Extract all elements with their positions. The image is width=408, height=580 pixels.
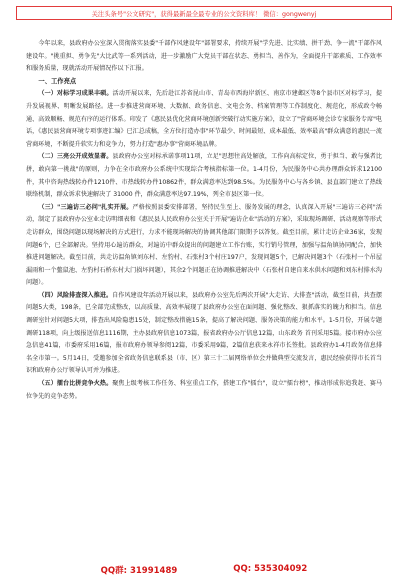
subheading-benchmark-learning: （一）对标学习成果丰硕。 <box>38 90 113 98</box>
header-banner: 关注头条号"公文研究"，获得最新最全最专业的公文资料库！ 微信：gongwenyj <box>16 6 392 20</box>
subheading-visits: （三）"三遍访三必问"扎实开展。 <box>38 203 133 211</box>
section-heading-highlights: 一、工作亮点 <box>38 77 77 85</box>
paragraph-competition <box>26 378 382 403</box>
paragraph-three-disclosures <box>26 151 382 201</box>
body-three-disclosures: 县政府办公室对标承诺事项11项，立足"思想往高处解放，工作向高标定位，勇于担当、敢与强者比拼，敢向第一挑战"的原则，力争在全市政府办公系统中实现综合考核指标第一位。1-4月份，为民服务中心共办理群众诉求12100件，其中咨询热线转办件1210件、市热线转办件10862件，群众满意率达到98.5%。为民服务中心与各乡镇、县直部门建立了热线联络机制，群众诉求快速解决了 31000 件，群众满意率达97.19%，列全市县区第一位。 <box>26 153 382 199</box>
document-body <box>26 38 382 403</box>
paragraph-benchmark-learning <box>26 88 382 151</box>
paragraph-visits <box>26 202 382 290</box>
paragraph-risk-check <box>26 290 382 378</box>
intro-paragraph: 今年以来，县政府办公室深入贯彻落实县委"千部作风建设年"部署要求，持续开展"学先进、比实绩、拼干劲、争一流"干部作风建设年。"挑重担、勇争先"大比武等一系列活动，进一步激励广大党员干部在状态、勇担当、善作为，全面提升干部素质、工作效率和服务质量，现就活动开展情况作以下汇报。 <box>26 40 382 73</box>
body-competition: 聚焦上级考核工作任务、科室重点工作，搭建工作"擂台"，设立"擂台榜"，推动形成你追我赶、赛马位争先的竞争态势。 <box>26 380 382 400</box>
body-risk-check: 自作风建设年活动开展以来，县政府办公室先后两次开展"大走访、大排查"活动，截至目前，共查摆问题5大类，198条，已全部完成整改，以高质量、高效率展现了县政府办公室在面问题、强化整改、狠抓落实的魄力和担当。信息调研室针对问题5大项，排查出风险隐患15处，制定整改措施15条，提高了解决问题、服务决策的能力和水平。1-5月份，开展专题调研118项，向上级报送信息1116期，主办县政府信息1073篇，报省政府办公厅信息12篇，山东政务 首刊采用5篇。接市府办公应急信息41篇，市委府采用16篇，报市政府办领导参阅12篇，市委采用9篇，2篇信息获来永祥市长签批。县政府办1-4月政务信息排名全市第一。5月14日，受邀参加全省政务信息联系县（市、区）第三十二届网络单位会并做典型交流发言，惠民经验获得市长首当识和政府办公厅领导认可并为推进。 <box>26 291 382 375</box>
footer-contacts <box>0 564 408 576</box>
qq-group-label: QQ群: 31991489 <box>100 566 178 576</box>
body-visits: 严格按照县委安排部署，坚持民生至上、服务发展的理念，认真深入开展"三遍访三必问"活动，制定了县政府办公室业走访明细表和《惠民县人民政府办公室关于开展"遍访企业"活动的方案》，采取现场调研、活动观察等形式走访群众，围绕问题以现场解决的方式进行，力求不能现场解决的协调其他部门限期予以答复。截至目前，累计走访企业36家，发现问题6个，已全部解决。坚持用心遍访群众，对遍访中群众提出的问题建立工作台账，实行销号管理，加强与温角镇协同配合，加快推进问题解决。截至目前，共走访温角镇刘东村、左豹村、石张村3个村庄197户，发现问题5个，已解决问题3个（石张村一个吊屋漏雨和一个鳌鼠池、左豹村石桥东村大门损坏问题），其余2个问题正在协调推进解决中（石张村自建自来水供水问题和刘东村排水沟问题）。 <box>26 203 382 287</box>
subheading-risk-check: （四）风险排查深入推进。 <box>38 291 113 299</box>
body-benchmark-learning: 活动开展以来，先后赴江苏省昆山市、青岛市西海岸新区、南京市建邺区等8个县市区对标学习，提升发展视界、明晰发展路径。进一步推进营商环境、大数据、政务信息、文电会务、档案管理等工作制度化、规范化，形成政令畅通、高效顺畅、规范有序的运行体系。印发了《惠民县优化营商环境创新突破行动实施方案》，设立了"营商环境会诊专家服务专席"电话，《惠民县营商环境专项事迹汇编》已汇总成稿，全方位打造办事"环节最少、时间最短、成本最低、效率最高"群众满意的惠民一流营商环境，不断提升软实力和竞争力，努力打造"惠办事"营商环境品牌。 <box>26 90 382 148</box>
qq-number-label: QQ: 535304092 <box>233 564 308 574</box>
subheading-three-disclosures: （二）三亮公开成效显著。 <box>38 153 113 161</box>
subheading-competition: （五）擂台比拼竞争火热。 <box>38 380 113 388</box>
